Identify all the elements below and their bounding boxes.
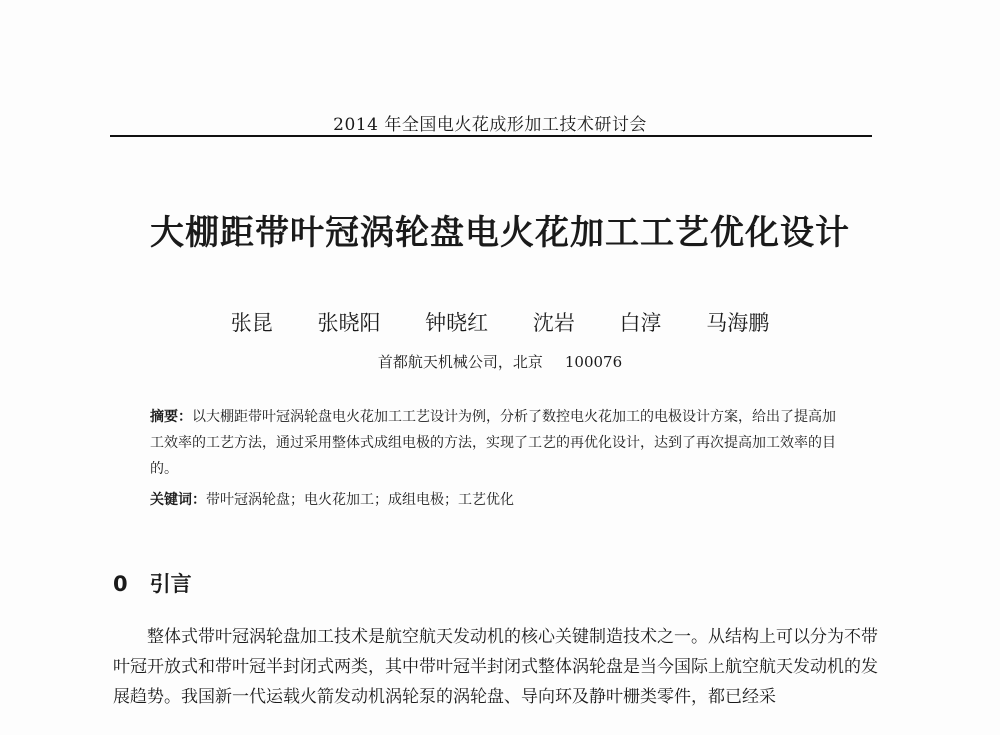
- abstract: [150, 404, 845, 482]
- affiliation-name: 首都航天机械公司，北京: [377, 353, 543, 371]
- section-number: 0: [113, 572, 128, 596]
- author-name: 张昆: [230, 311, 273, 335]
- paper-title: 大棚距带叶冠涡轮盘电火花加工工艺优化设计: [150, 213, 850, 253]
- keywords-text: 带叶冠涡轮盘；电火花加工；成组电极；工艺优化: [206, 492, 514, 508]
- abstract-text: 以大棚距带叶冠涡轮盘电火花加工工艺设计为例，分析了数控电火花加工的电极设计方案，给出了提高加工效率的工艺方法，通过采用整体式成组电极的方法，实现了工艺的再优化设计，达到了再次提高加工效率的目的。: [150, 409, 836, 477]
- author-name: 沈岩: [532, 311, 575, 335]
- running-header: 2014 年全国电火花成形加工技术研讨会: [333, 115, 647, 135]
- author-name: 白淳: [619, 311, 662, 335]
- keywords: [150, 487, 845, 513]
- postal-code: 100076: [564, 353, 623, 371]
- keywords-label: 关键词：: [150, 492, 206, 508]
- author-name: 钟晓红: [425, 311, 489, 335]
- author-list: [60, 307, 940, 337]
- section-heading: [113, 568, 192, 598]
- abstract-label: 摘要：: [150, 409, 192, 425]
- author-name: 马海鹏: [706, 311, 770, 335]
- author-name: 张晓阳: [317, 311, 381, 335]
- header-rule: [110, 135, 872, 137]
- affiliation: [60, 351, 940, 372]
- body-paragraph: 整体式带叶冠涡轮盘加工技术是航空航天发动机的核心关键制造技术之一。从结构上可以分为不带叶冠开放式和带叶冠半封闭式两类，其中带叶冠半封闭式整体涡轮盘是当今国际上航空航天发动机的发展趋势。我国新一代运载火箭发动机涡轮泵的涡轮盘、导向环及静叶栅类零件，都已经采: [113, 627, 878, 707]
- section-title: 引言: [149, 572, 192, 596]
